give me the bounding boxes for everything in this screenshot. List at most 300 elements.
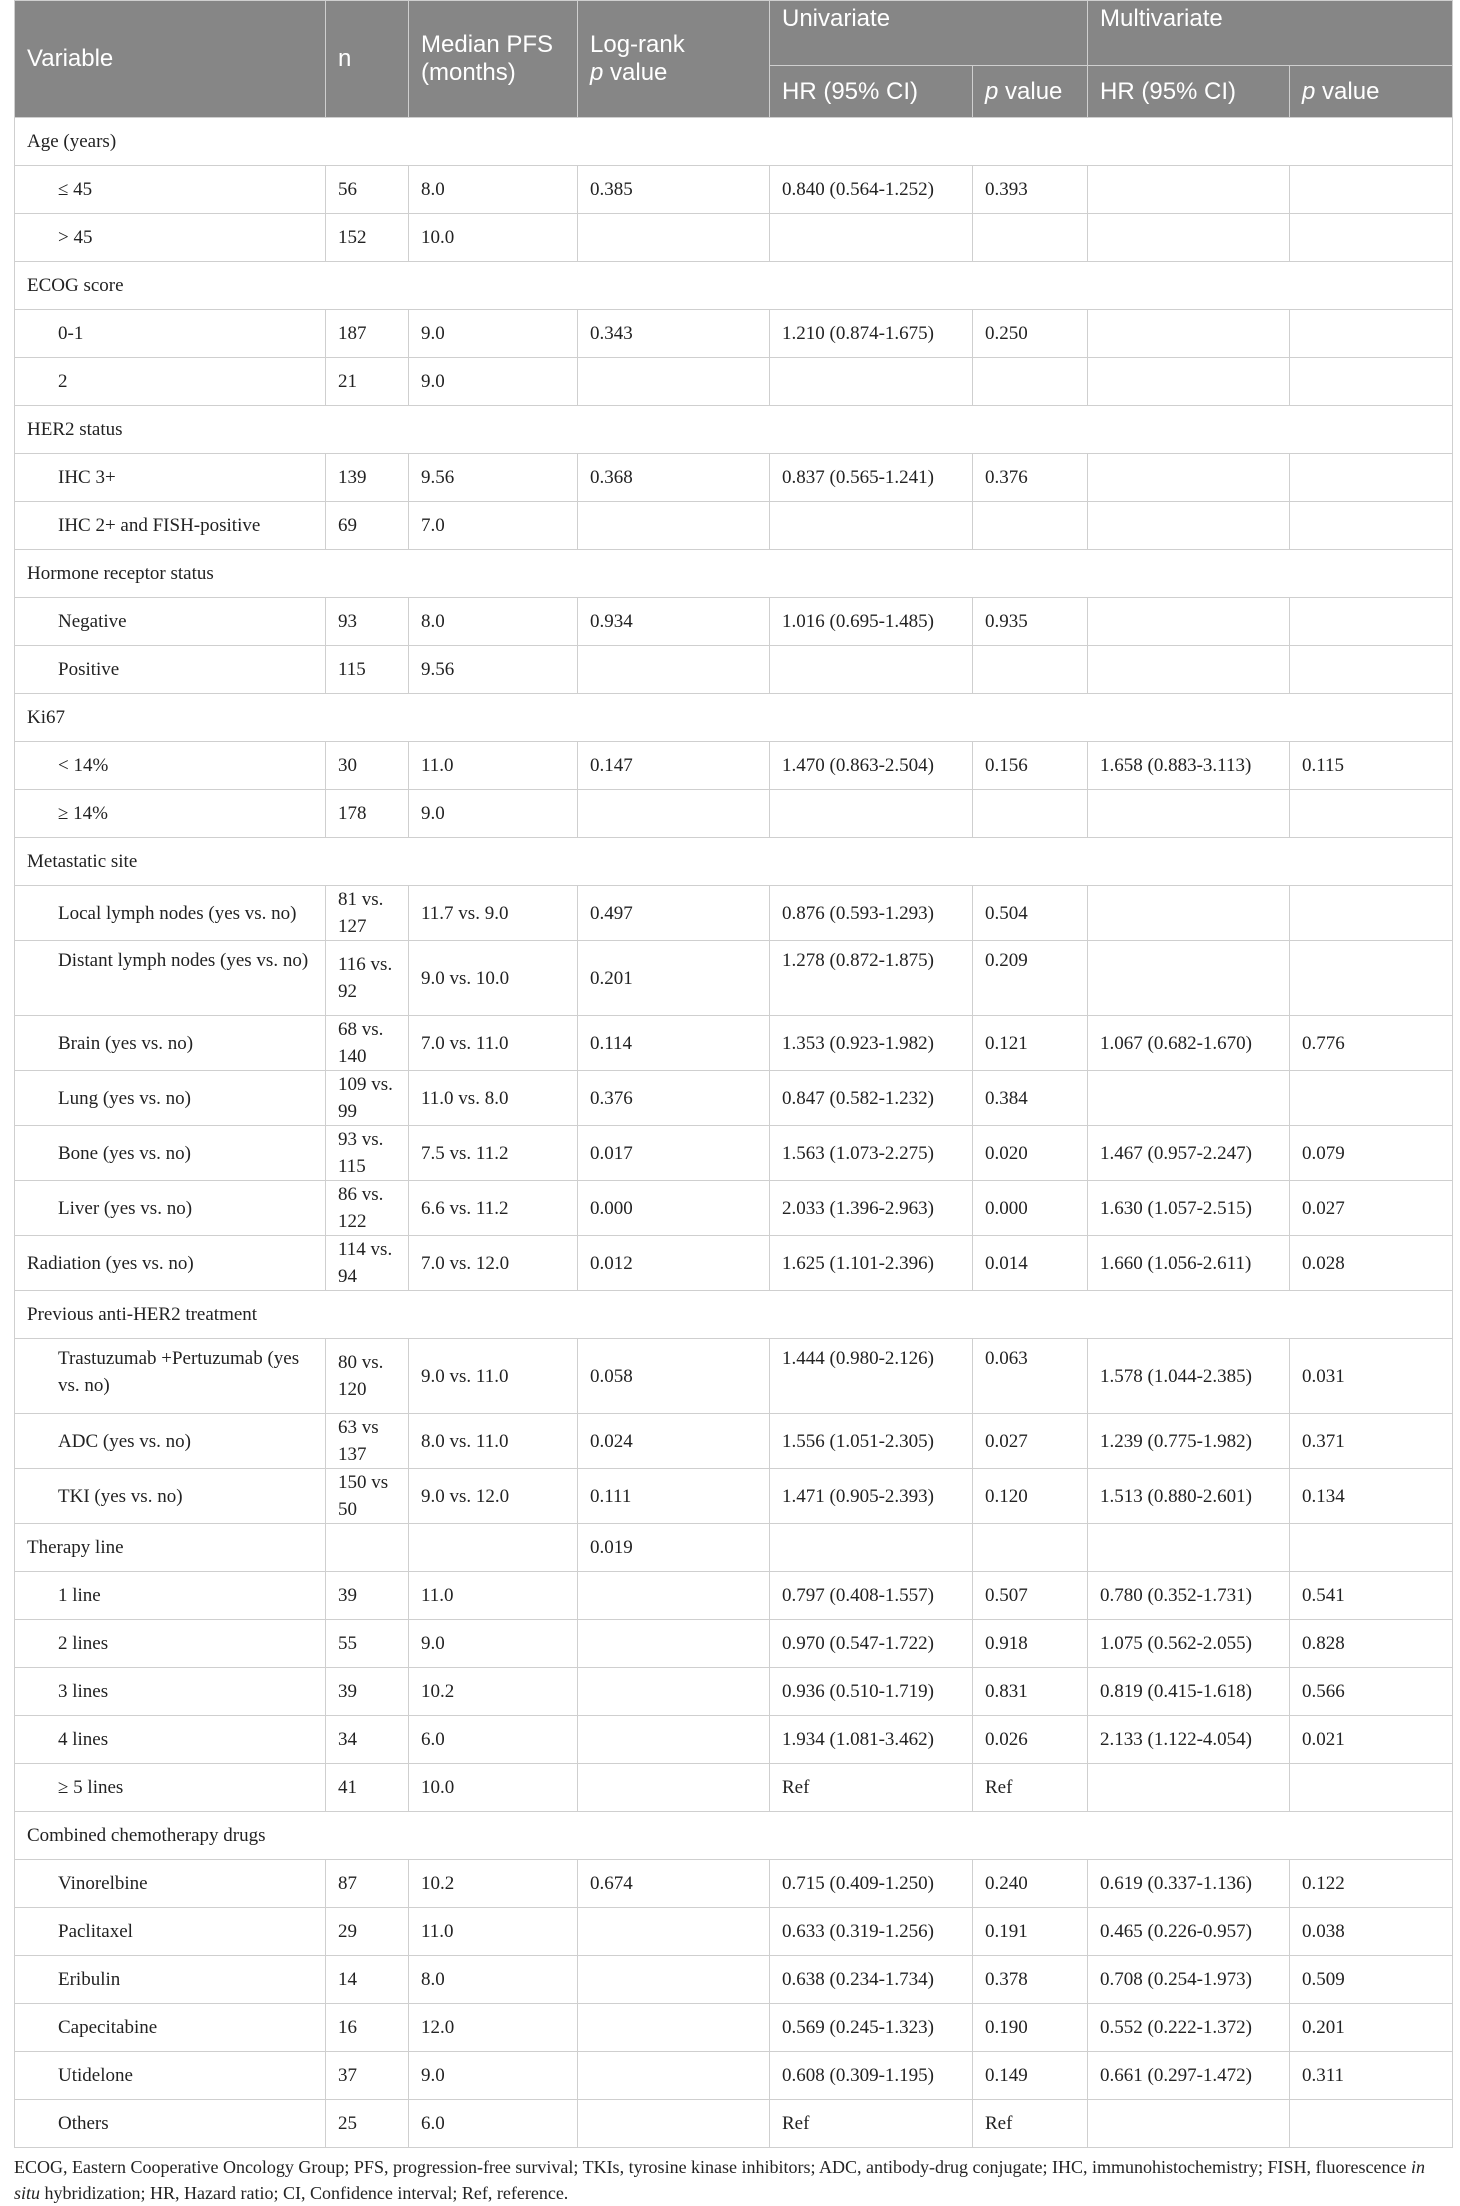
multi-p-cell: 0.027 — [1290, 1181, 1453, 1236]
uni-p-cell: 0.020 — [973, 1126, 1088, 1181]
uni-hr-cell: 0.638 (0.234-1.734) — [770, 1956, 973, 2004]
median-pfs-cell: 10.0 — [409, 214, 578, 262]
multi-hr-cell — [1088, 598, 1290, 646]
header-logrank-p: p — [590, 59, 604, 86]
median-pfs-cell: 9.0 vs. 11.0 — [409, 1339, 578, 1414]
variable-cell: ADC (yes vs. no) — [15, 1414, 326, 1469]
multi-hr-cell: 0.780 (0.352-1.731) — [1088, 1572, 1290, 1620]
logrank-cell — [578, 1908, 770, 1956]
n-cell: 39 — [326, 1572, 409, 1620]
table-header — [15, 1, 1453, 118]
logrank-cell: 0.114 — [578, 1016, 770, 1071]
logrank-cell — [578, 1716, 770, 1764]
multi-hr-cell — [1088, 502, 1290, 550]
group-label: HER2 status — [15, 406, 1453, 454]
multi-hr-cell — [1088, 2100, 1290, 2148]
uni-hr-cell — [770, 1524, 973, 1572]
multi-p-cell — [1290, 941, 1453, 1016]
group-label: Combined chemotherapy drugs — [15, 1812, 1453, 1860]
multi-p-cell: 0.371 — [1290, 1414, 1453, 1469]
multi-hr-cell: 0.661 (0.297-1.472) — [1088, 2052, 1290, 2100]
variable-cell: 1 line — [15, 1572, 326, 1620]
multi-p-cell — [1290, 1071, 1453, 1126]
n-cell: 55 — [326, 1620, 409, 1668]
header-multi-hr: HR (95% CI) — [1088, 66, 1290, 118]
table-row — [15, 454, 1453, 502]
logrank-cell: 0.343 — [578, 310, 770, 358]
uni-hr-cell: Ref — [770, 2100, 973, 2148]
table-row — [15, 1620, 1453, 1668]
uni-p-cell — [973, 646, 1088, 694]
n-cell: 30 — [326, 742, 409, 790]
header-median-pfs: Median PFS (months) — [409, 1, 578, 118]
multi-p-cell: 0.541 — [1290, 1572, 1453, 1620]
n-cell: 80 vs. 120 — [326, 1339, 409, 1414]
group-row — [15, 1291, 1453, 1339]
uni-p-cell: 0.027 — [973, 1414, 1088, 1469]
n-cell: 81 vs. 127 — [326, 886, 409, 941]
median-pfs-cell: 11.0 — [409, 1908, 578, 1956]
uni-hr-cell — [770, 790, 973, 838]
n-cell: 56 — [326, 166, 409, 214]
uni-hr-cell: Ref — [770, 1764, 973, 1812]
uni-p-cell: 0.918 — [973, 1620, 1088, 1668]
multi-p-cell: 0.031 — [1290, 1339, 1453, 1414]
n-cell: 178 — [326, 790, 409, 838]
median-pfs-cell: 11.0 — [409, 1572, 578, 1620]
group-label: Hormone receptor status — [15, 550, 1453, 598]
uni-hr-cell: 0.847 (0.582-1.232) — [770, 1071, 973, 1126]
table-row — [15, 358, 1453, 406]
multi-p-cell: 0.566 — [1290, 1668, 1453, 1716]
n-cell: 93 — [326, 598, 409, 646]
multi-p-cell: 0.134 — [1290, 1469, 1453, 1524]
uni-p-cell: 0.831 — [973, 1668, 1088, 1716]
median-pfs-cell: 9.0 — [409, 310, 578, 358]
logrank-cell: 0.012 — [578, 1236, 770, 1291]
table-row — [15, 1764, 1453, 1812]
footnote — [14, 2154, 1452, 2206]
footnote-italic: in situ — [14, 2157, 1425, 2203]
median-pfs-cell: 9.0 — [409, 790, 578, 838]
median-pfs-cell: 7.0 — [409, 502, 578, 550]
multi-p-cell: 0.115 — [1290, 742, 1453, 790]
table-row — [15, 646, 1453, 694]
header-multi-p — [1290, 66, 1453, 118]
median-pfs-cell: 12.0 — [409, 2004, 578, 2052]
variable-cell: Others — [15, 2100, 326, 2148]
multi-p-cell: 0.509 — [1290, 1956, 1453, 2004]
n-cell: 37 — [326, 2052, 409, 2100]
multi-p-cell — [1290, 1764, 1453, 1812]
multi-hr-cell — [1088, 166, 1290, 214]
header-logrank — [578, 1, 770, 118]
multi-hr-cell: 1.075 (0.562-2.055) — [1088, 1620, 1290, 1668]
table-row — [15, 1716, 1453, 1764]
uni-hr-cell: 1.210 (0.874-1.675) — [770, 310, 973, 358]
group-label: Metastatic site — [15, 838, 1453, 886]
table-row — [15, 1572, 1453, 1620]
table-row — [15, 886, 1453, 941]
table-row — [15, 1126, 1453, 1181]
n-cell: 93 vs. 115 — [326, 1126, 409, 1181]
variable-cell: Trastuzumab +Pertuzumab (yes vs. no) — [15, 1339, 326, 1414]
uni-p-cell: 0.014 — [973, 1236, 1088, 1291]
logrank-cell — [578, 1956, 770, 2004]
multi-p-cell — [1290, 166, 1453, 214]
uni-hr-cell: 0.876 (0.593-1.293) — [770, 886, 973, 941]
uni-p-cell — [973, 358, 1088, 406]
table-row — [15, 502, 1453, 550]
uni-p-cell: 0.507 — [973, 1572, 1088, 1620]
median-pfs-cell: 10.2 — [409, 1668, 578, 1716]
multi-p-cell — [1290, 2100, 1453, 2148]
variable-cell: Paclitaxel — [15, 1908, 326, 1956]
variable-cell: 4 lines — [15, 1716, 326, 1764]
median-pfs-cell: 9.0 — [409, 1620, 578, 1668]
multi-hr-cell: 1.239 (0.775-1.982) — [1088, 1414, 1290, 1469]
median-pfs-cell: 6.6 vs. 11.2 — [409, 1181, 578, 1236]
variable-cell: 3 lines — [15, 1668, 326, 1716]
header-multivariate: Multivariate — [1088, 1, 1453, 66]
uni-hr-cell — [770, 502, 973, 550]
median-pfs-cell: 8.0 — [409, 598, 578, 646]
group-row — [15, 1812, 1453, 1860]
median-pfs-cell: 7.5 vs. 11.2 — [409, 1126, 578, 1181]
n-cell: 109 vs. 99 — [326, 1071, 409, 1126]
n-cell: 87 — [326, 1860, 409, 1908]
multi-hr-cell: 0.465 (0.226-0.957) — [1088, 1908, 1290, 1956]
variable-cell: ≥ 14% — [15, 790, 326, 838]
multi-hr-cell — [1088, 886, 1290, 941]
n-cell: 63 vs 137 — [326, 1414, 409, 1469]
median-pfs-cell: 10.2 — [409, 1860, 578, 1908]
group-label: Age (years) — [15, 118, 1453, 166]
multi-hr-cell: 1.467 (0.957-2.247) — [1088, 1126, 1290, 1181]
table-row — [15, 2052, 1453, 2100]
variable-cell: Eribulin — [15, 1956, 326, 2004]
multi-hr-cell: 1.660 (1.056-2.611) — [1088, 1236, 1290, 1291]
variable-cell: TKI (yes vs. no) — [15, 1469, 326, 1524]
median-pfs-cell: 9.0 vs. 10.0 — [409, 941, 578, 1016]
table-row — [15, 166, 1453, 214]
logrank-cell: 0.368 — [578, 454, 770, 502]
logrank-cell — [578, 1572, 770, 1620]
group-row — [15, 550, 1453, 598]
multi-p-cell: 0.122 — [1290, 1860, 1453, 1908]
variable-cell: Capecitabine — [15, 2004, 326, 2052]
uni-p-cell: 0.191 — [973, 1908, 1088, 1956]
multi-p-cell: 0.311 — [1290, 2052, 1453, 2100]
logrank-cell: 0.019 — [578, 1524, 770, 1572]
variable-cell: Local lymph nodes (yes vs. no) — [15, 886, 326, 941]
table-row — [15, 1339, 1453, 1414]
uni-p-cell: 0.250 — [973, 310, 1088, 358]
header-uni-hr: HR (95% CI) — [770, 66, 973, 118]
logrank-cell — [578, 358, 770, 406]
uni-p-cell: 0.393 — [973, 166, 1088, 214]
multi-hr-cell — [1088, 358, 1290, 406]
table-container — [14, 0, 1452, 2206]
table-row — [15, 1016, 1453, 1071]
variable-cell: Therapy line — [15, 1524, 326, 1572]
median-pfs-cell: 9.0 vs. 12.0 — [409, 1469, 578, 1524]
median-pfs-cell: 10.0 — [409, 1764, 578, 1812]
group-row — [15, 406, 1453, 454]
median-pfs-cell: 7.0 vs. 12.0 — [409, 1236, 578, 1291]
median-pfs-cell: 11.0 vs. 8.0 — [409, 1071, 578, 1126]
variable-cell: ≥ 5 lines — [15, 1764, 326, 1812]
logrank-cell: 0.111 — [578, 1469, 770, 1524]
logrank-cell: 0.024 — [578, 1414, 770, 1469]
variable-cell: IHC 3+ — [15, 454, 326, 502]
uni-hr-cell — [770, 214, 973, 262]
multi-p-cell: 0.079 — [1290, 1126, 1453, 1181]
multi-hr-cell: 1.513 (0.880-2.601) — [1088, 1469, 1290, 1524]
multi-hr-cell: 1.630 (1.057-2.515) — [1088, 1181, 1290, 1236]
median-pfs-cell: 8.0 — [409, 166, 578, 214]
multi-hr-cell: 2.133 (1.122-4.054) — [1088, 1716, 1290, 1764]
variable-cell: Brain (yes vs. no) — [15, 1016, 326, 1071]
variable-cell: < 14% — [15, 742, 326, 790]
multi-hr-cell — [1088, 1524, 1290, 1572]
uni-hr-cell: 1.471 (0.905-2.393) — [770, 1469, 973, 1524]
multi-hr-cell: 0.619 (0.337-1.136) — [1088, 1860, 1290, 1908]
uni-hr-cell: 1.278 (0.872-1.875) — [770, 941, 973, 1016]
multi-hr-cell: 1.067 (0.682-1.670) — [1088, 1016, 1290, 1071]
uni-p-cell — [973, 502, 1088, 550]
logrank-cell — [578, 646, 770, 694]
n-cell: 187 — [326, 310, 409, 358]
variable-cell: Vinorelbine — [15, 1860, 326, 1908]
group-row — [15, 118, 1453, 166]
median-pfs-cell: 11.7 vs. 9.0 — [409, 886, 578, 941]
group-label: Ki67 — [15, 694, 1453, 742]
multi-hr-cell — [1088, 1071, 1290, 1126]
table-row — [15, 1668, 1453, 1716]
logrank-cell: 0.934 — [578, 598, 770, 646]
logrank-cell — [578, 2052, 770, 2100]
n-cell: 139 — [326, 454, 409, 502]
variable-cell: 2 lines — [15, 1620, 326, 1668]
multi-hr-cell: 1.578 (1.044-2.385) — [1088, 1339, 1290, 1414]
header-uni-p — [973, 66, 1088, 118]
multi-hr-cell: 0.819 (0.415-1.618) — [1088, 1668, 1290, 1716]
uni-p-cell: 0.384 — [973, 1071, 1088, 1126]
table-row — [15, 214, 1453, 262]
multi-p-cell: 0.021 — [1290, 1716, 1453, 1764]
multi-p-cell: 0.028 — [1290, 1236, 1453, 1291]
uni-hr-cell: 0.837 (0.565-1.241) — [770, 454, 973, 502]
logrank-cell — [578, 790, 770, 838]
n-cell: 150 vs 50 — [326, 1469, 409, 1524]
multi-p-cell — [1290, 646, 1453, 694]
n-cell: 114 vs. 94 — [326, 1236, 409, 1291]
multi-hr-cell — [1088, 646, 1290, 694]
table-row — [15, 598, 1453, 646]
uni-hr-cell: 0.936 (0.510-1.719) — [770, 1668, 973, 1716]
header-univariate: Univariate — [770, 1, 1088, 66]
median-pfs-cell: 11.0 — [409, 742, 578, 790]
table-row — [15, 742, 1453, 790]
logrank-cell: 0.147 — [578, 742, 770, 790]
variable-cell: > 45 — [15, 214, 326, 262]
multi-p-cell: 0.776 — [1290, 1016, 1453, 1071]
variable-cell: Liver (yes vs. no) — [15, 1181, 326, 1236]
n-cell: 152 — [326, 214, 409, 262]
variable-cell: Lung (yes vs. no) — [15, 1071, 326, 1126]
table-row — [15, 1236, 1453, 1291]
multi-p-cell — [1290, 790, 1453, 838]
logrank-cell: 0.376 — [578, 1071, 770, 1126]
uni-p-cell: 0.026 — [973, 1716, 1088, 1764]
multi-p-cell: 0.038 — [1290, 1908, 1453, 1956]
variable-cell: 2 — [15, 358, 326, 406]
logrank-cell — [578, 2004, 770, 2052]
multi-p-cell: 0.828 — [1290, 1620, 1453, 1668]
uni-hr-cell: 0.840 (0.564-1.252) — [770, 166, 973, 214]
uni-p-cell: Ref — [973, 1764, 1088, 1812]
uni-p-cell: 0.063 — [973, 1339, 1088, 1414]
n-cell: 25 — [326, 2100, 409, 2148]
uni-p-cell: 0.149 — [973, 2052, 1088, 2100]
variable-cell: Positive — [15, 646, 326, 694]
multi-hr-cell — [1088, 310, 1290, 358]
uni-p-cell: 0.121 — [973, 1016, 1088, 1071]
table-row — [15, 1908, 1453, 1956]
uni-hr-cell: 1.625 (1.101-2.396) — [770, 1236, 973, 1291]
uni-hr-cell: 0.569 (0.245-1.323) — [770, 2004, 973, 2052]
logrank-cell: 0.385 — [578, 166, 770, 214]
logrank-cell: 0.058 — [578, 1339, 770, 1414]
multi-p-cell — [1290, 502, 1453, 550]
logrank-cell: 0.017 — [578, 1126, 770, 1181]
variable-cell: Utidelone — [15, 2052, 326, 2100]
uni-p-cell: 0.935 — [973, 598, 1088, 646]
n-cell: 69 — [326, 502, 409, 550]
logrank-cell — [578, 502, 770, 550]
table-row — [15, 1469, 1453, 1524]
median-pfs-cell: 9.56 — [409, 454, 578, 502]
table-row — [15, 941, 1453, 1016]
uni-p-cell: Ref — [973, 2100, 1088, 2148]
n-cell — [326, 1524, 409, 1572]
table-row — [15, 1181, 1453, 1236]
multi-hr-cell — [1088, 790, 1290, 838]
logrank-cell: 0.201 — [578, 941, 770, 1016]
uni-hr-cell: 1.563 (1.073-2.275) — [770, 1126, 973, 1181]
uni-p-cell: 0.000 — [973, 1181, 1088, 1236]
footnote-text: ECOG, Eastern Cooperative Oncology Group; PFS, progression-free survival; TKIs, tyrosine kinase inhibitors; ADC, antibody-drug conjugate; IHC, immunohistochemistry; FISH, fluorescence — [14, 2157, 1411, 2177]
table-row — [15, 1414, 1453, 1469]
multi-p-cell: 0.201 — [1290, 2004, 1453, 2052]
logrank-cell — [578, 2100, 770, 2148]
n-cell: 39 — [326, 1668, 409, 1716]
n-cell: 16 — [326, 2004, 409, 2052]
multi-p-cell — [1290, 454, 1453, 502]
median-pfs-cell: 6.0 — [409, 2100, 578, 2148]
header-logrank-value: value — [603, 59, 668, 86]
median-pfs-cell: 9.0 — [409, 2052, 578, 2100]
table-row — [15, 2004, 1453, 2052]
header-uni-p-value: value — [998, 77, 1063, 105]
group-label: Previous anti-HER2 treatment — [15, 1291, 1453, 1339]
n-cell: 86 vs. 122 — [326, 1181, 409, 1236]
uni-hr-cell: 1.934 (1.081-3.462) — [770, 1716, 973, 1764]
table-row — [15, 1524, 1453, 1572]
n-cell: 116 vs. 92 — [326, 941, 409, 1016]
multi-hr-cell: 0.552 (0.222-1.372) — [1088, 2004, 1290, 2052]
uni-hr-cell: 1.016 (0.695-1.485) — [770, 598, 973, 646]
multi-p-cell — [1290, 310, 1453, 358]
header-logrank-label: Log-rank — [590, 31, 685, 58]
uni-hr-cell: 1.444 (0.980-2.126) — [770, 1339, 973, 1414]
table-row — [15, 1860, 1453, 1908]
table-body — [15, 118, 1453, 2148]
table-row — [15, 2100, 1453, 2148]
group-row — [15, 838, 1453, 886]
footnote-text-end: hybridization; HR, Hazard ratio; CI, Confidence interval; Ref, reference. — [40, 2183, 569, 2203]
logrank-cell: 0.497 — [578, 886, 770, 941]
uni-hr-cell: 0.608 (0.309-1.195) — [770, 2052, 973, 2100]
header-multi-p-value: value — [1315, 77, 1380, 105]
median-pfs-cell: 6.0 — [409, 1716, 578, 1764]
median-pfs-cell: 8.0 — [409, 1956, 578, 2004]
multi-hr-cell — [1088, 1764, 1290, 1812]
uni-hr-cell: 1.470 (0.863-2.504) — [770, 742, 973, 790]
group-label: ECOG score — [15, 262, 1453, 310]
table-row — [15, 1956, 1453, 2004]
header-uni-p-italic: p — [985, 77, 999, 105]
variable-cell: Bone (yes vs. no) — [15, 1126, 326, 1181]
uni-hr-cell — [770, 358, 973, 406]
logrank-cell — [578, 1668, 770, 1716]
uni-p-cell: 0.240 — [973, 1860, 1088, 1908]
multi-p-cell — [1290, 598, 1453, 646]
uni-hr-cell: 1.353 (0.923-1.982) — [770, 1016, 973, 1071]
uni-p-cell: 0.378 — [973, 1956, 1088, 2004]
median-pfs-cell: 7.0 vs. 11.0 — [409, 1016, 578, 1071]
uni-hr-cell — [770, 646, 973, 694]
multi-hr-cell — [1088, 454, 1290, 502]
multi-hr-cell: 1.658 (0.883-3.113) — [1088, 742, 1290, 790]
multi-p-cell — [1290, 358, 1453, 406]
uni-p-cell: 0.504 — [973, 886, 1088, 941]
median-pfs-cell — [409, 1524, 578, 1572]
n-cell: 115 — [326, 646, 409, 694]
multi-p-cell — [1290, 214, 1453, 262]
table-row — [15, 310, 1453, 358]
table-row — [15, 1071, 1453, 1126]
header-multi-p-italic: p — [1302, 77, 1316, 105]
n-cell: 14 — [326, 1956, 409, 2004]
variable-cell: Distant lymph nodes (yes vs. no) — [15, 941, 326, 1016]
n-cell: 21 — [326, 358, 409, 406]
uni-p-cell: 0.156 — [973, 742, 1088, 790]
variable-cell: IHC 2+ and FISH-positive — [15, 502, 326, 550]
n-cell: 68 vs. 140 — [326, 1016, 409, 1071]
n-cell: 41 — [326, 1764, 409, 1812]
pfs-analysis-table — [14, 0, 1453, 2148]
variable-cell: 0-1 — [15, 310, 326, 358]
logrank-cell: 0.000 — [578, 1181, 770, 1236]
uni-hr-cell: 0.797 (0.408-1.557) — [770, 1572, 973, 1620]
variable-cell: Negative — [15, 598, 326, 646]
uni-hr-cell: 0.970 (0.547-1.722) — [770, 1620, 973, 1668]
group-row — [15, 694, 1453, 742]
multi-p-cell — [1290, 886, 1453, 941]
uni-hr-cell: 0.633 (0.319-1.256) — [770, 1908, 973, 1956]
